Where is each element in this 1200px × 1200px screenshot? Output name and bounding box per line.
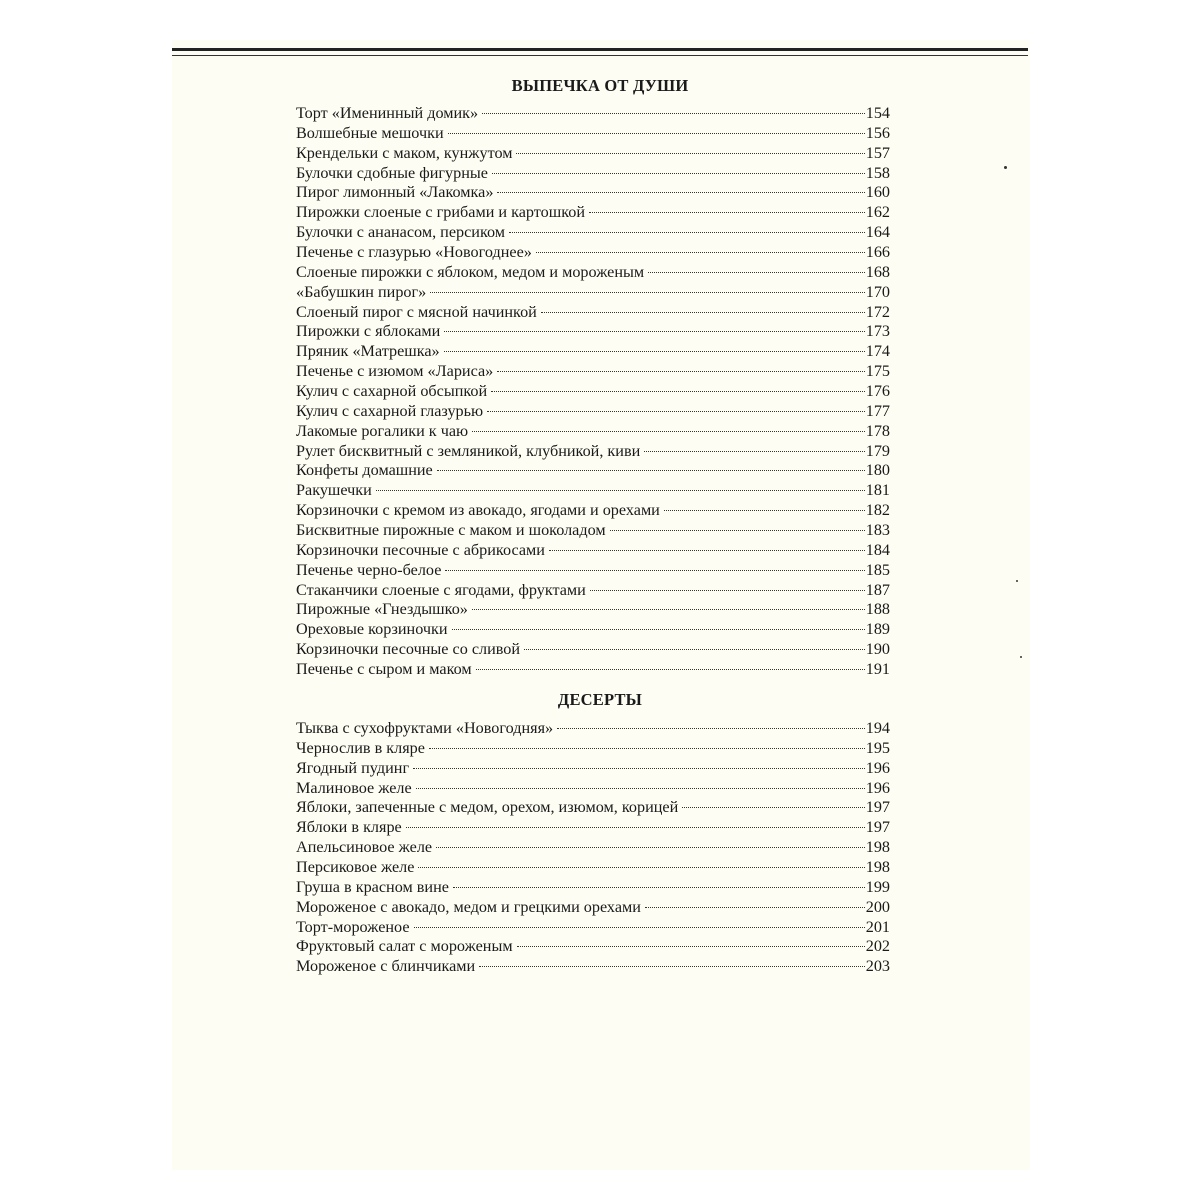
toc-entry-title: Конфеты домашние — [296, 461, 433, 480]
toc-entry-title: Персиковое желе — [296, 858, 415, 877]
toc-entry-page: 179 — [865, 441, 890, 460]
toc-entry-page: 198 — [865, 858, 890, 877]
dot-leader — [418, 867, 864, 868]
toc-entry-page: 191 — [865, 660, 890, 679]
toc-entry-page: 202 — [865, 937, 890, 956]
toc-entry — [296, 541, 890, 561]
dot-leader — [590, 590, 865, 591]
toc-entry — [296, 561, 890, 581]
dot-leader — [491, 391, 865, 392]
toc-entry-page: 185 — [865, 560, 890, 579]
toc-entry-title: Корзиночки с кремом из авокадо, ягодами и орехами — [296, 501, 660, 520]
toc-entry-title: Печенье с изюмом «Лариса» — [296, 362, 494, 381]
toc-entry — [296, 898, 890, 918]
toc-entry — [296, 818, 890, 838]
toc-entry-title: Стаканчики слоеные с ягодами, фруктами — [296, 580, 586, 599]
dot-leader — [549, 550, 865, 551]
dot-leader — [479, 966, 865, 967]
toc-entry-page: 190 — [865, 640, 890, 659]
dot-leader — [497, 371, 864, 372]
toc-entry — [296, 759, 890, 779]
toc-entry-title: Кулич с сахарной обсыпкой — [296, 382, 488, 401]
toc-entry-title: Ореховые корзиночки — [296, 620, 448, 639]
toc-entry-title: Торт «Именинный домик» — [296, 104, 479, 122]
dot-leader — [644, 451, 864, 452]
toc-entry-title: Мороженое с авокадо, медом и грецкими орехами — [296, 897, 641, 916]
toc-entry — [296, 937, 890, 957]
toc-entry — [296, 203, 890, 223]
toc-entry — [296, 362, 890, 382]
toc-entry-page: 162 — [865, 203, 890, 222]
toc-entry-title: Булочки сдобные фигурные — [296, 163, 488, 182]
dot-leader — [524, 649, 865, 650]
toc-entry — [296, 461, 890, 481]
toc-entry — [296, 223, 890, 243]
toc-entry-page: 184 — [865, 540, 890, 559]
toc-entry — [296, 858, 890, 878]
toc-entry-page: 158 — [865, 163, 890, 182]
toc-entry-title: Апельсиновое желе — [296, 838, 433, 857]
toc-entry-page: 200 — [865, 897, 890, 916]
toc-entry-title: Пирожки с яблоками — [296, 322, 441, 341]
toc-entry-page: 168 — [865, 262, 890, 281]
toc-entry-page: 177 — [865, 401, 890, 420]
toc-entry-page: 157 — [865, 143, 890, 162]
toc-entry-page: 172 — [865, 302, 890, 321]
toc-entry-title: Булочки с ананасом, персиком — [296, 223, 506, 242]
toc-entry-page: 160 — [865, 183, 890, 202]
toc-entry-page: 197 — [865, 798, 890, 817]
toc-entry-page: 156 — [865, 123, 890, 142]
toc-entry-title: Печенье с сыром и маком — [296, 660, 472, 679]
toc-entry — [296, 620, 890, 640]
dot-leader — [516, 153, 864, 154]
toc-entry-page: 180 — [865, 461, 890, 480]
toc-entry-page: 173 — [865, 322, 890, 341]
toc-entry — [296, 144, 890, 164]
toc-entry-page: 187 — [865, 580, 890, 599]
toc-entry-page: 176 — [865, 382, 890, 401]
toc-entry-page: 178 — [865, 421, 890, 440]
toc-entry-title: Корзиночки песочные со сливой — [296, 640, 521, 659]
toc-entry-page: 201 — [865, 917, 890, 936]
section-title-desserts: ДЕСЕРТЫ — [557, 690, 643, 709]
dot-leader — [448, 133, 865, 134]
toc-entry — [296, 164, 890, 184]
toc-entry-page: 198 — [865, 838, 890, 857]
toc-entry-page: 174 — [865, 342, 890, 361]
toc-entry-title: Печенье с глазурью «Новогоднее» — [296, 243, 532, 262]
toc-entry — [296, 402, 890, 422]
dot-leader — [492, 173, 865, 174]
toc-entry — [296, 442, 890, 462]
toc-entry — [296, 124, 890, 144]
dot-leader — [453, 887, 865, 888]
toc-entry-page: 182 — [865, 501, 890, 520]
toc-entry-title: Ракушечки — [296, 481, 372, 500]
toc-entry — [296, 798, 890, 818]
dot-leader — [430, 292, 864, 293]
toc-entry-title: Малиновое желе — [296, 778, 412, 797]
toc-entry-page: 154 — [865, 104, 890, 122]
dot-leader — [413, 768, 865, 769]
toc-entry-page: 196 — [865, 758, 890, 777]
dot-leader — [645, 907, 865, 908]
toc-entry — [296, 501, 890, 521]
toc-entry-page: 175 — [865, 362, 890, 381]
toc-entry-title: Кулич с сахарной глазурью — [296, 401, 484, 420]
toc-entry — [296, 303, 890, 323]
paper-speck — [1004, 166, 1007, 169]
toc-entry — [296, 719, 890, 739]
toc-entry-title: Торт-мороженое — [296, 917, 410, 936]
dot-leader — [416, 788, 865, 789]
toc-entry-title: Слоеные пирожки с яблоком, медом и мороженым — [296, 262, 645, 281]
toc-entry — [296, 243, 890, 263]
dot-leader — [444, 331, 864, 332]
toc-entry-page: 197 — [865, 818, 890, 837]
paper-speck — [1016, 580, 1018, 582]
toc-entry-page: 203 — [865, 957, 890, 976]
toc-entry-page: 195 — [865, 738, 890, 757]
toc-entry-title: Пирожки слоеные с грибами и картошкой — [296, 203, 586, 222]
toc-entry — [296, 342, 890, 362]
toc-entry-page: 196 — [865, 778, 890, 797]
dot-leader — [452, 629, 865, 630]
toc-entry-title: Слоеный пирог с мясной начинкой — [296, 302, 537, 321]
dot-leader — [541, 312, 865, 313]
toc-entry-page: 183 — [865, 521, 890, 540]
dot-leader — [429, 748, 865, 749]
toc-entry-title: Корзиночки песочные с абрикосами — [296, 540, 545, 559]
toc-entry — [296, 779, 890, 799]
toc-list-desserts — [296, 719, 890, 977]
toc-entry-title: Пирог лимонный «Лакомка» — [296, 183, 494, 202]
toc-entry-title: Пирожные «Гнездышко» — [296, 600, 468, 619]
toc-entry-page: 164 — [865, 223, 890, 242]
toc-entry-title: Яблоки, запеченные с медом, орехом, изюмом, корицей — [296, 798, 679, 817]
toc-entry-title: Тыква с сухофруктами «Новогодняя» — [296, 719, 554, 737]
toc-entry-page: 170 — [865, 282, 890, 301]
toc-entry — [296, 660, 890, 680]
toc-entry — [296, 838, 890, 858]
toc-entry — [296, 481, 890, 501]
dot-leader — [444, 351, 865, 352]
toc-entry-title: Мороженое с блинчиками — [296, 957, 476, 976]
dot-leader — [437, 470, 865, 471]
dot-leader — [414, 927, 865, 928]
toc-entry-title: Яблоки в кляре — [296, 818, 402, 837]
toc-entry — [296, 263, 890, 283]
toc-entry — [296, 739, 890, 759]
toc-entry — [296, 183, 890, 203]
toc-entry-title: Чернослив в кляре — [296, 738, 425, 757]
dot-leader — [497, 192, 864, 193]
paper-speck — [1020, 656, 1022, 658]
dot-leader — [536, 252, 865, 253]
dot-leader — [589, 212, 865, 213]
dot-leader — [517, 946, 865, 947]
toc-entry-page: 181 — [865, 481, 890, 500]
toc-entry-title: «Бабушкин пирог» — [296, 282, 427, 301]
section-title-baking: ВЫПЕЧКА ОТ ДУШИ — [511, 76, 689, 95]
toc-entry — [296, 918, 890, 938]
dot-leader — [664, 510, 865, 511]
dot-leader — [482, 113, 865, 114]
dot-leader — [648, 272, 865, 273]
toc-entry-title: Печенье черно-белое — [296, 560, 442, 579]
toc-entry-page: 194 — [865, 719, 890, 737]
dot-leader — [610, 530, 865, 531]
toc-entry-title: Пряник «Матрешка» — [296, 342, 440, 361]
toc-entry — [296, 422, 890, 442]
toc-entry — [296, 600, 890, 620]
dot-leader — [406, 827, 865, 828]
toc-entry-title: Груша в красном вине — [296, 877, 449, 896]
dot-leader — [682, 807, 864, 808]
toc-entry — [296, 640, 890, 660]
dot-leader — [487, 411, 865, 412]
toc-entry — [296, 322, 890, 342]
toc-entry — [296, 957, 890, 977]
toc-entry-page: 199 — [865, 877, 890, 896]
toc-entry — [296, 581, 890, 601]
toc-entry — [296, 521, 890, 541]
toc-entry-title: Крендельки с маком, кунжутом — [296, 143, 513, 162]
toc-entry-title: Ягодный пудинг — [296, 758, 410, 777]
header-rule-thick — [172, 48, 1028, 51]
dot-leader — [376, 490, 865, 491]
header-rule-thin — [172, 55, 1028, 56]
dot-leader — [445, 570, 864, 571]
toc-entry-page: 188 — [865, 600, 890, 619]
dot-leader — [472, 609, 865, 610]
toc-entry — [296, 382, 890, 402]
toc-list-baking — [296, 104, 890, 680]
toc-entry — [296, 878, 890, 898]
toc-entry-title: Фруктовый салат с мороженым — [296, 937, 513, 956]
dot-leader — [476, 669, 865, 670]
toc-entry-title: Лакомые рогалики к чаю — [296, 421, 469, 440]
dot-leader — [509, 232, 865, 233]
toc-entry-page: 166 — [865, 243, 890, 262]
dot-leader — [472, 431, 865, 432]
toc-entry-page: 189 — [865, 620, 890, 639]
toc-entry — [296, 104, 890, 124]
dot-leader — [436, 847, 865, 848]
toc-entry — [296, 283, 890, 303]
toc-entry-title: Волшебные мешочки — [296, 123, 444, 142]
toc-entry-title: Рулет бисквитный с земляникой, клубникой, киви — [296, 441, 641, 460]
toc-entry-title: Бисквитные пирожные с маком и шоколадом — [296, 521, 606, 540]
dot-leader — [557, 728, 865, 729]
